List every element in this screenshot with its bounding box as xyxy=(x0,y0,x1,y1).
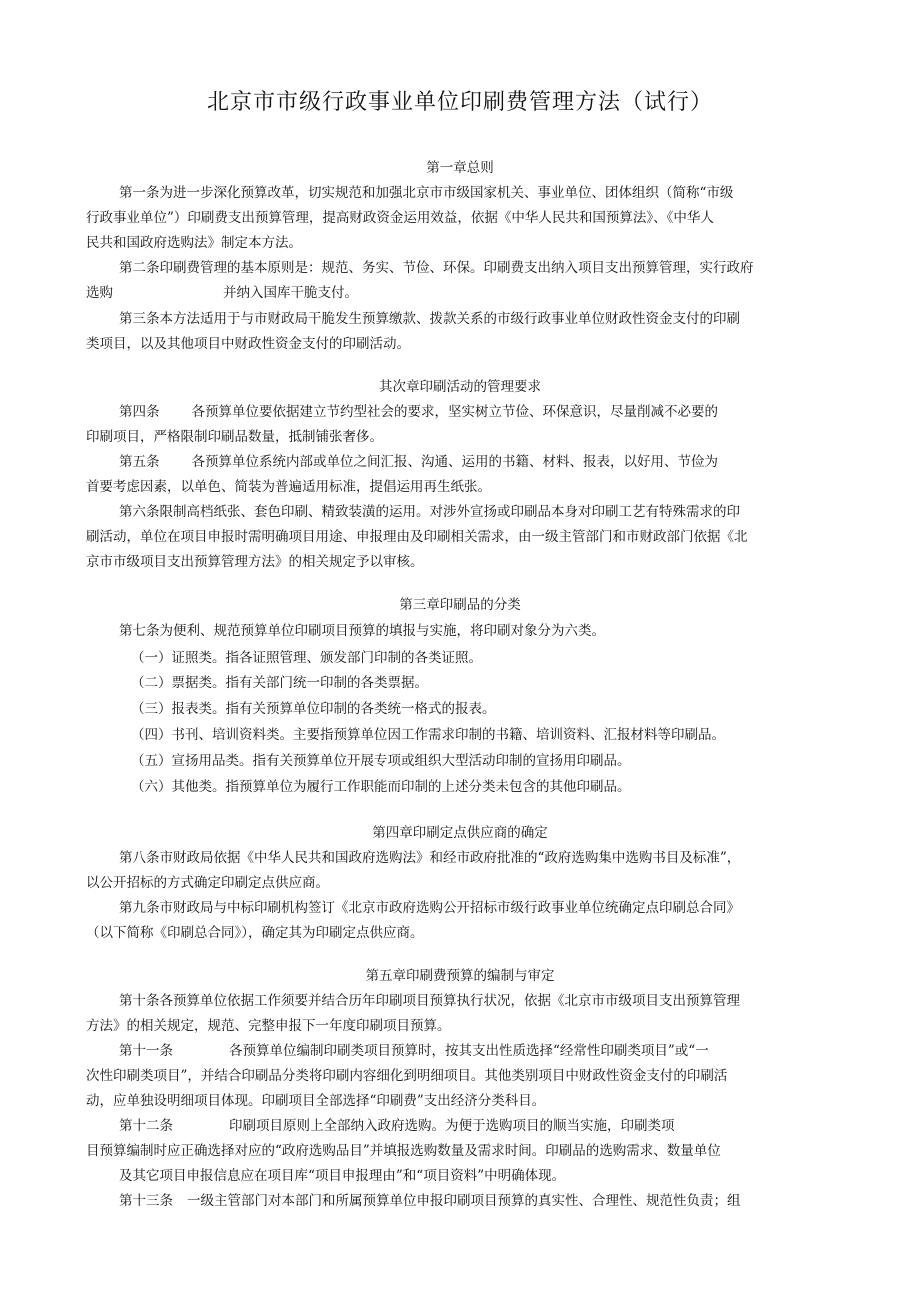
article-10-line-1: 第十条各预算单位依据工作须要并结合历年印刷项目预算执行状况，依据《北京市市级项目支出预算管理 xyxy=(119,993,740,1009)
article-11-label: 第十一条 xyxy=(119,1043,173,1059)
article-2-line-1: 第二条印刷费管理的基本原则是：规范、务实、节俭、环保。印刷费支出纳入项目支出预算管理，实行政府 xyxy=(119,260,754,276)
category-item-2: （二）票据类。指有关部门统一印制的各类票据。 xyxy=(131,675,428,691)
chapter-2-heading: 其次章印刷活动的管理要求 xyxy=(379,379,541,395)
article-11-line-2: 次性印刷类项目”，并结合印刷品分类将印刷内容细化到明细项目。其他类别项目中财政性资金支付的印刷活 xyxy=(86,1068,728,1084)
article-2-line-2b: 并纳入国库干脆支付。 xyxy=(223,285,358,301)
article-11-line-3: 动，应单独设明细项目体现。印刷项目全部选择“印刷费”支出经济分类科目。 xyxy=(86,1093,546,1109)
article-13-label: 第十三条 xyxy=(119,1193,173,1209)
article-12-line-1 xyxy=(119,1113,675,1139)
category-item-4: （四）书刊、培训资料类。主要指预算单位因工作需求印制的书籍、培训资料、汇报材料等印刷品。 xyxy=(131,727,725,743)
article-4-text: 各预算单位要依据建立节约型社会的要求，坚实树立节俭、环保意识，尽量削减不必要的 xyxy=(191,404,718,420)
chapter-3-heading: 第三章印刷品的分类 xyxy=(399,597,521,613)
article-11-line-1 xyxy=(119,1038,709,1064)
article-13-line-1 xyxy=(119,1188,741,1214)
article-12-label: 第十二条 xyxy=(119,1118,173,1134)
article-3-line-1: 第三条本方法适用于与市财政局干脆发生预算缴款、拨款关系的市级行政事业单位财政性资金支付的印刷 xyxy=(119,311,740,327)
article-9-line-1: 第九条市财政局与中标印刷机构签订《北京市政府选购公开招标市级行政事业单位统确定点印刷总合同》 xyxy=(119,900,740,916)
article-7-line: 第七条为便利、规范预算单位印刷项目预算的填报与实施，将印刷对象分为六类。 xyxy=(119,623,605,639)
article-13-text: 一级主管部门对本部门和所属预算单位申报印刷项目预算的真实性、合理性、规范性负责；组 xyxy=(187,1193,741,1209)
article-5-line-2: 首要考虑因素，以单色、简装为普遍适用标准，提倡运用再生纸张。 xyxy=(86,479,491,495)
article-1-line-2: 行政事业单位”）印刷费支出预算管理，提高财政资金运用效益，依据《中华人民共和国预算法》、《中华人 xyxy=(86,210,714,226)
article-5-label: 第五条 xyxy=(119,454,160,470)
article-6-line-3: 京市市级项目支出预算管理方法》的相关规定予以审核。 xyxy=(86,554,424,570)
article-1-line-1: 第一条为进一步深化预算改革，切实规范和加强北京市市级国家机关、事业单位、团体组织（简称“市级 xyxy=(119,185,734,201)
article-12-text: 印刷项目原则上全部纳入政府选购。为便于选购项目的顺当实施，印刷类项 xyxy=(229,1118,675,1134)
article-4-label: 第四条 xyxy=(119,404,160,420)
category-item-3: （三）报表类。指有关预算单位印制的各类统一格式的报表。 xyxy=(131,701,496,717)
chapter-4-heading: 第四章印刷定点供应商的确定 xyxy=(372,825,548,841)
article-3-line-2: 类项目，以及其他项目中财政性资金支付的印刷活动。 xyxy=(86,336,410,352)
category-item-5: （五）宣扬用品类。指有关预算单位开展专项或组织大型活动印制的宣扬用印刷品。 xyxy=(131,753,631,769)
article-2-line-2 xyxy=(86,280,358,306)
article-2-line-2a: 选购 xyxy=(86,285,113,301)
category-item-1: （一）证照类。指各证照管理、颁发部门印制的各类证照。 xyxy=(131,650,482,666)
chapter-5-heading: 第五章印刷费预算的编制与审定 xyxy=(365,968,555,984)
article-4-line-1 xyxy=(119,399,718,425)
article-1-line-3: 民共和国政府选购法》制定本方法。 xyxy=(86,235,302,251)
article-5-text: 各预算单位系统内部或单位之间汇报、沟通、运用的书籍、材料、报表，以好用、节俭为 xyxy=(191,454,718,470)
document-title: 北京市市级行政事业单位印刷费管理方法（试行） xyxy=(206,90,713,115)
article-9-line-2: （以下简称《印刷总合同》），确定其为印刷定点供应商。 xyxy=(86,925,424,941)
article-8-line-1: 第八条市财政局依据《中华人民共和国政府选购法》和经市政府批准的“政府选购集中选购书目及标准”， xyxy=(119,850,741,866)
article-5-line-1 xyxy=(119,449,718,475)
article-4-line-2: 印刷项目，严格限制印刷品数量，抵制铺张奢侈。 xyxy=(86,429,383,445)
article-8-line-2: 以公开招标的方式确定印刷定点供应商。 xyxy=(86,875,329,891)
article-10-line-2: 方法》的相关规定，规范、完整申报下一年度印刷项目预算。 xyxy=(86,1018,451,1034)
article-6-line-1: 第六条限制高档纸张、套色印刷、精致装潢的运用。对涉外宣扬或印刷品本身对印刷工艺有特殊需求的印 xyxy=(119,504,740,520)
article-11-text: 各预算单位编制印刷类项目预算时，按其支出性质选择“经常性印刷类项目”或“一 xyxy=(229,1043,709,1059)
article-6-line-2: 刷活动，单位在项目申报时需明确项目用途、申报理由及印刷相关需求，由一级主管部门和市财政部门依据《北 xyxy=(86,529,748,545)
chapter-1-heading: 第一章总则 xyxy=(426,160,494,176)
category-item-6: （六）其他类。指预算单位为履行工作职能而印制的上述分类未包含的其他印刷品。 xyxy=(131,779,631,795)
article-12-line-2: 目预算编制时应正确选择对应的“政府选购品目”并填报选购数量及需求时间。印刷品的选购需求、数量单位 xyxy=(86,1143,721,1159)
article-12-line-3: 及其它项目申报信息应在项目库“项目申报理由”和“项目资料”中明确体现。 xyxy=(119,1168,566,1184)
